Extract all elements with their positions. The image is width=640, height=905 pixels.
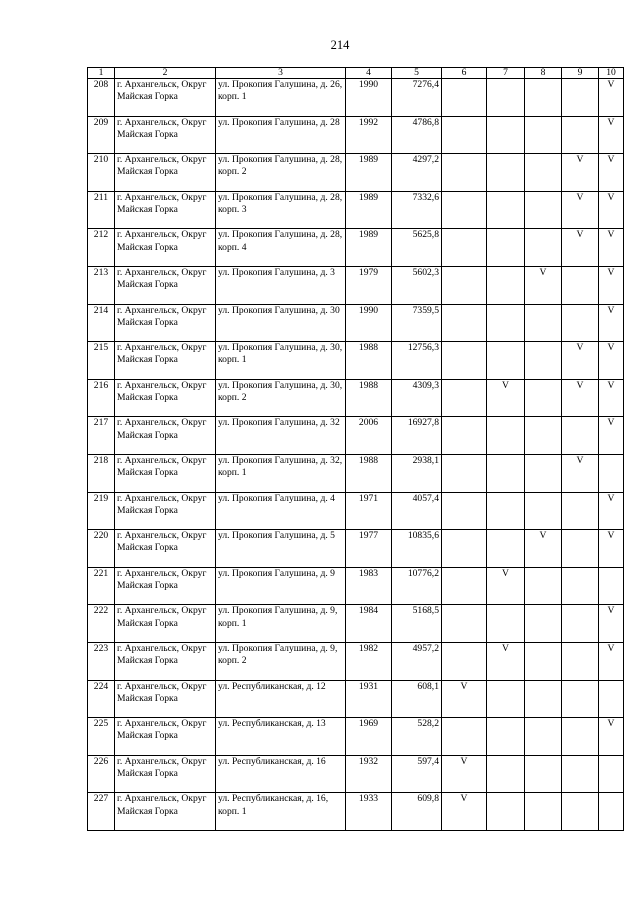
mark-cell (525, 342, 562, 380)
address-cell: ул. Прокопия Галушина, д. 32 (216, 417, 346, 455)
area-cell: 2938,1 (392, 454, 442, 492)
address-cell: ул. Прокопия Галушина, д. 4 (216, 492, 346, 530)
mark-cell (525, 567, 562, 605)
table-row (88, 342, 624, 380)
year-cell: 1984 (346, 605, 392, 643)
column-header: 6 (442, 68, 487, 79)
table-row (88, 793, 624, 831)
table-row (88, 530, 624, 568)
address-cell: ул. Прокопия Галушина, д. 5 (216, 530, 346, 568)
mark-cell (487, 755, 525, 793)
mark-cell (562, 530, 599, 568)
area-cell: 4957,2 (392, 642, 442, 680)
year-cell: 1990 (346, 304, 392, 342)
city-cell: г. Архангельск, Округ Майская Горка (115, 79, 216, 117)
area-cell: 597,4 (392, 755, 442, 793)
row-number: 222 (88, 605, 115, 643)
mark-cell (442, 379, 487, 417)
row-number: 220 (88, 530, 115, 568)
mark-cell: V (599, 266, 624, 304)
mark-cell: V (599, 605, 624, 643)
row-number: 218 (88, 454, 115, 492)
year-cell: 1988 (346, 454, 392, 492)
year-cell: 1989 (346, 154, 392, 192)
address-cell: ул. Прокопия Галушина, д. 26, корп. 1 (216, 79, 346, 117)
address-cell: ул. Прокопия Галушина, д. 9, корп. 2 (216, 642, 346, 680)
mark-cell (525, 79, 562, 117)
mark-cell: V (599, 417, 624, 455)
mark-cell (442, 79, 487, 117)
mark-cell: V (599, 304, 624, 342)
mark-cell (525, 755, 562, 793)
row-number: 226 (88, 755, 115, 793)
city-cell: г. Архангельск, Округ Майская Горка (115, 229, 216, 267)
mark-cell: V (562, 154, 599, 192)
city-cell: г. Архангельск, Округ Майская Горка (115, 605, 216, 643)
mark-cell: V (562, 229, 599, 267)
mark-cell (599, 680, 624, 718)
mark-cell: V (599, 229, 624, 267)
mark-cell (487, 266, 525, 304)
mark-cell (487, 304, 525, 342)
city-cell: г. Архангельск, Округ Майская Горка (115, 304, 216, 342)
mark-cell (487, 793, 525, 831)
column-header: 2 (115, 68, 216, 79)
row-number: 224 (88, 680, 115, 718)
area-cell: 5602,3 (392, 266, 442, 304)
table-row (88, 154, 624, 192)
row-number: 210 (88, 154, 115, 192)
mark-cell (562, 680, 599, 718)
address-cell: ул. Республиканская, д. 12 (216, 680, 346, 718)
mark-cell (525, 304, 562, 342)
mark-cell: V (599, 154, 624, 192)
mark-cell: V (525, 530, 562, 568)
mark-cell (487, 154, 525, 192)
mark-cell (562, 793, 599, 831)
column-header: 8 (525, 68, 562, 79)
year-cell: 1932 (346, 755, 392, 793)
column-header: 4 (346, 68, 392, 79)
table-body (88, 79, 624, 831)
mark-cell (599, 793, 624, 831)
city-cell: г. Архангельск, Округ Майская Горка (115, 642, 216, 680)
address-cell: ул. Прокопия Галушина, д. 3 (216, 266, 346, 304)
city-cell: г. Архангельск, Округ Майская Горка (115, 680, 216, 718)
area-cell: 10776,2 (392, 567, 442, 605)
mark-cell (525, 793, 562, 831)
mark-cell: V (599, 492, 624, 530)
page-number: 214 (330, 38, 350, 52)
mark-cell: V (487, 379, 525, 417)
mark-cell (525, 191, 562, 229)
table-row (88, 567, 624, 605)
table-row (88, 229, 624, 267)
table-row (88, 116, 624, 154)
mark-cell: V (599, 718, 624, 756)
mark-cell (525, 116, 562, 154)
mark-cell (562, 116, 599, 154)
mark-cell (442, 304, 487, 342)
mark-cell (525, 718, 562, 756)
address-cell: ул. Прокопия Галушина, д. 28, корп. 3 (216, 191, 346, 229)
year-cell: 1979 (346, 266, 392, 304)
mark-cell: V (599, 379, 624, 417)
city-cell: г. Архангельск, Округ Майская Горка (115, 530, 216, 568)
mark-cell (442, 642, 487, 680)
area-cell: 609,8 (392, 793, 442, 831)
table-row (88, 605, 624, 643)
row-number: 217 (88, 417, 115, 455)
mark-cell (525, 605, 562, 643)
city-cell: г. Архангельск, Округ Майская Горка (115, 342, 216, 380)
address-cell: ул. Прокопия Галушина, д. 30, корп. 1 (216, 342, 346, 380)
mark-cell: V (562, 454, 599, 492)
year-cell: 1971 (346, 492, 392, 530)
row-number: 208 (88, 79, 115, 117)
area-cell: 528,2 (392, 718, 442, 756)
mark-cell (487, 417, 525, 455)
row-number: 227 (88, 793, 115, 831)
row-number: 216 (88, 379, 115, 417)
year-cell: 1933 (346, 793, 392, 831)
mark-cell (487, 492, 525, 530)
mark-cell (525, 642, 562, 680)
mark-cell: V (599, 79, 624, 117)
mark-cell: V (599, 342, 624, 380)
city-cell: г. Архангельск, Округ Майская Горка (115, 718, 216, 756)
mark-cell: V (599, 530, 624, 568)
mark-cell (525, 680, 562, 718)
table-row (88, 454, 624, 492)
address-cell: ул. Прокопия Галушина, д. 28, корп. 4 (216, 229, 346, 267)
city-cell: г. Архангельск, Округ Майская Горка (115, 266, 216, 304)
column-header: 1 (88, 68, 115, 79)
mark-cell (442, 266, 487, 304)
year-cell: 1989 (346, 229, 392, 267)
housing-registry-table (87, 67, 624, 831)
city-cell: г. Архангельск, Округ Майская Горка (115, 191, 216, 229)
area-cell: 12756,3 (392, 342, 442, 380)
column-header: 9 (562, 68, 599, 79)
city-cell: г. Архангельск, Округ Майская Горка (115, 793, 216, 831)
year-cell: 1988 (346, 342, 392, 380)
city-cell: г. Архангельск, Округ Майская Горка (115, 154, 216, 192)
mark-cell: V (599, 116, 624, 154)
column-header: 5 (392, 68, 442, 79)
area-cell: 4297,2 (392, 154, 442, 192)
mark-cell (442, 191, 487, 229)
area-cell: 5168,5 (392, 605, 442, 643)
address-cell: ул. Республиканская, д. 16 (216, 755, 346, 793)
address-cell: ул. Прокопия Галушина, д. 9 (216, 567, 346, 605)
mark-cell (442, 567, 487, 605)
mark-cell (487, 530, 525, 568)
table-row (88, 79, 624, 117)
mark-cell (562, 642, 599, 680)
mark-cell (442, 530, 487, 568)
mark-cell (487, 718, 525, 756)
address-cell: ул. Прокопия Галушина, д. 9, корп. 1 (216, 605, 346, 643)
mark-cell (525, 154, 562, 192)
area-cell: 608,1 (392, 680, 442, 718)
area-cell: 16927,8 (392, 417, 442, 455)
address-cell: ул. Прокопия Галушина, д. 32, корп. 1 (216, 454, 346, 492)
table-row (88, 304, 624, 342)
mark-cell (525, 229, 562, 267)
mark-cell: V (442, 755, 487, 793)
mark-cell (562, 567, 599, 605)
row-number: 211 (88, 191, 115, 229)
area-cell: 7359,5 (392, 304, 442, 342)
table-row (88, 718, 624, 756)
mark-cell (562, 79, 599, 117)
year-cell: 1931 (346, 680, 392, 718)
table-row (88, 642, 624, 680)
mark-cell (562, 266, 599, 304)
mark-cell (525, 454, 562, 492)
city-cell: г. Архангельск, Округ Майская Горка (115, 379, 216, 417)
mark-cell (442, 154, 487, 192)
area-cell: 10835,6 (392, 530, 442, 568)
row-number: 221 (88, 567, 115, 605)
year-cell: 1982 (346, 642, 392, 680)
mark-cell (487, 605, 525, 643)
mark-cell (562, 755, 599, 793)
column-header: 3 (216, 68, 346, 79)
table-row (88, 191, 624, 229)
area-cell: 4786,8 (392, 116, 442, 154)
address-cell: ул. Прокопия Галушина, д. 30 (216, 304, 346, 342)
mark-cell (525, 492, 562, 530)
mark-cell (442, 454, 487, 492)
year-cell: 1977 (346, 530, 392, 568)
row-number: 214 (88, 304, 115, 342)
column-header: 7 (487, 68, 525, 79)
mark-cell (487, 116, 525, 154)
table-row (88, 680, 624, 718)
city-cell: г. Архангельск, Округ Майская Горка (115, 567, 216, 605)
table-row (88, 492, 624, 530)
mark-cell (562, 492, 599, 530)
mark-cell (442, 342, 487, 380)
area-cell: 4309,3 (392, 379, 442, 417)
mark-cell (442, 229, 487, 267)
table-row (88, 379, 624, 417)
mark-cell (442, 417, 487, 455)
row-number: 225 (88, 718, 115, 756)
mark-cell: V (562, 342, 599, 380)
mark-cell: V (599, 642, 624, 680)
row-number: 223 (88, 642, 115, 680)
year-cell: 1983 (346, 567, 392, 605)
address-cell: ул. Прокопия Галушина, д. 28 (216, 116, 346, 154)
row-number: 219 (88, 492, 115, 530)
mark-cell (487, 342, 525, 380)
mark-cell (487, 680, 525, 718)
column-header: 10 (599, 68, 624, 79)
mark-cell (562, 417, 599, 455)
mark-cell: V (487, 642, 525, 680)
city-cell: г. Архангельск, Округ Майская Горка (115, 417, 216, 455)
row-number: 209 (88, 116, 115, 154)
mark-cell (562, 304, 599, 342)
mark-cell (442, 605, 487, 643)
mark-cell (487, 229, 525, 267)
city-cell: г. Архангельск, Округ Майская Горка (115, 116, 216, 154)
table-row (88, 755, 624, 793)
table-row (88, 417, 624, 455)
city-cell: г. Архангельск, Округ Майская Горка (115, 492, 216, 530)
year-cell: 1990 (346, 79, 392, 117)
mark-cell: V (562, 191, 599, 229)
column-number-row (88, 68, 624, 79)
mark-cell: V (599, 191, 624, 229)
city-cell: г. Архангельск, Округ Майская Горка (115, 755, 216, 793)
mark-cell (562, 718, 599, 756)
table-row (88, 266, 624, 304)
mark-cell: V (442, 793, 487, 831)
row-number: 213 (88, 266, 115, 304)
area-cell: 7276,4 (392, 79, 442, 117)
year-cell: 1992 (346, 116, 392, 154)
mark-cell (442, 116, 487, 154)
area-cell: 5625,8 (392, 229, 442, 267)
year-cell: 1988 (346, 379, 392, 417)
year-cell: 2006 (346, 417, 392, 455)
mark-cell (442, 492, 487, 530)
mark-cell (525, 379, 562, 417)
area-cell: 7332,6 (392, 191, 442, 229)
mark-cell (487, 454, 525, 492)
address-cell: ул. Республиканская, д. 16, корп. 1 (216, 793, 346, 831)
mark-cell: V (525, 266, 562, 304)
mark-cell (599, 567, 624, 605)
mark-cell (599, 755, 624, 793)
year-cell: 1969 (346, 718, 392, 756)
mark-cell (562, 605, 599, 643)
mark-cell (487, 79, 525, 117)
mark-cell: V (562, 379, 599, 417)
mark-cell (487, 191, 525, 229)
row-number: 215 (88, 342, 115, 380)
mark-cell (442, 718, 487, 756)
mark-cell (599, 454, 624, 492)
row-number: 212 (88, 229, 115, 267)
city-cell: г. Архангельск, Округ Майская Горка (115, 454, 216, 492)
mark-cell: V (487, 567, 525, 605)
year-cell: 1989 (346, 191, 392, 229)
mark-cell (525, 417, 562, 455)
mark-cell: V (442, 680, 487, 718)
area-cell: 4057,4 (392, 492, 442, 530)
address-cell: ул. Прокопия Галушина, д. 28, корп. 2 (216, 154, 346, 192)
address-cell: ул. Республиканская, д. 13 (216, 718, 346, 756)
address-cell: ул. Прокопия Галушина, д. 30, корп. 2 (216, 379, 346, 417)
